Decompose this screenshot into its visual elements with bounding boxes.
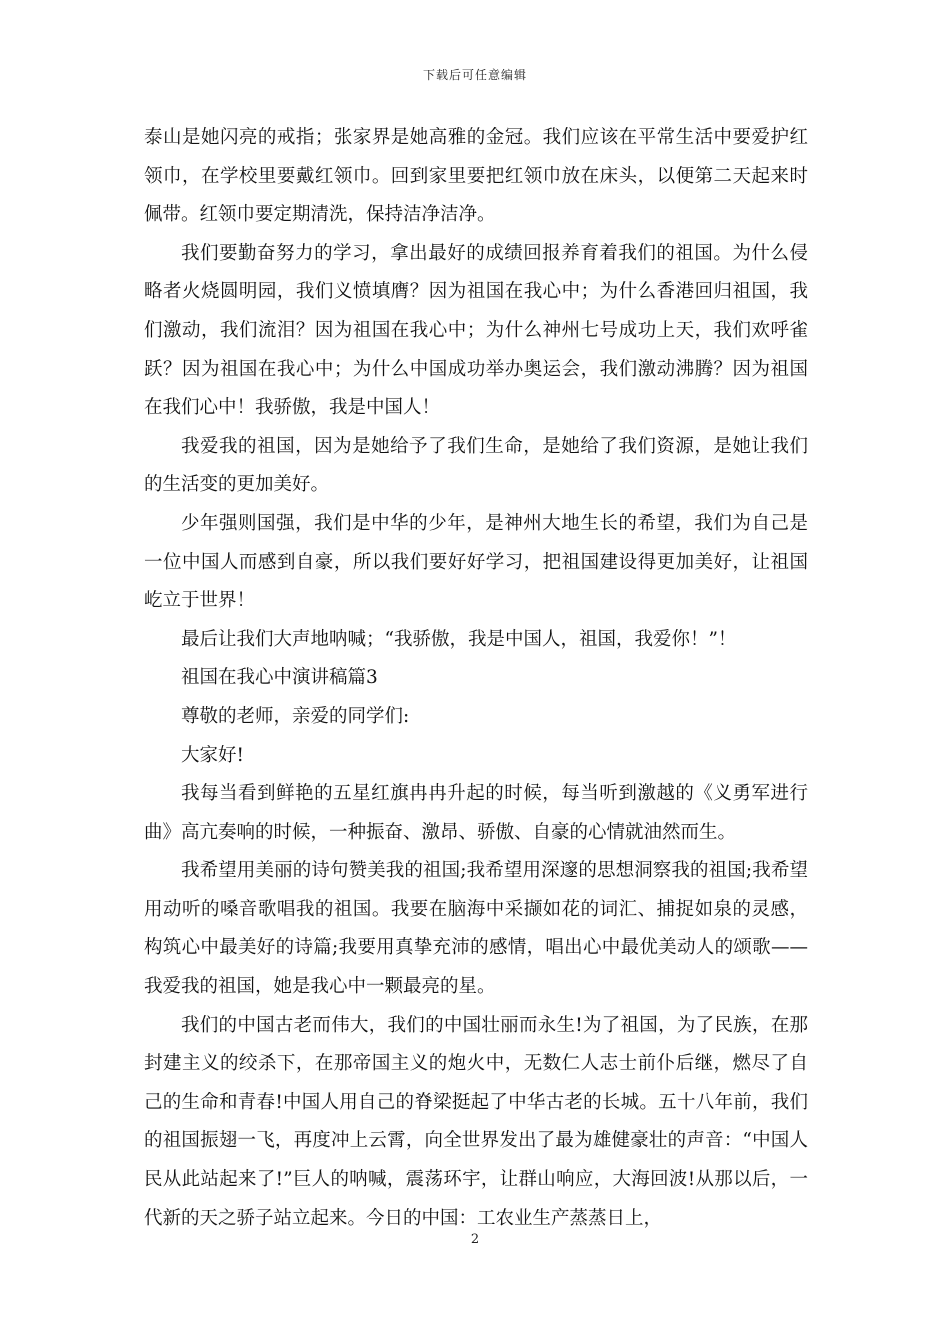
greeting: 大家好! — [181, 744, 244, 766]
paragraph-2: 我们要勤奋努力的学习，拿出最好的成绩回报养育着我们的祖国。为什么侵略者火烧圆明园，我们义愤填膺？因为祖国在我心中；为什么香港回归祖国，我们激动，我们流泪？因为祖国在我心中；为什么神州七号成功上天，我们欢呼雀跃？因为祖国在我心中；为什么中国成功举办奥运会，我们激动沸腾？因为祖国在我们心中！我骄傲，我是中国人！ — [144, 242, 808, 419]
page-number: 2 — [470, 1232, 480, 1247]
paragraph-4: 少年强则国强，我们是中华的少年，是神州大地生长的希望，我们为自己是一位中国人而感到自豪，所以我们要好好学习，把祖国建设得更加美好，让祖国屹立于世界！ — [144, 512, 808, 612]
page-header-note: 下载后可任意编辑 — [422, 68, 527, 82]
paragraph-5: 最后让我们大声地呐喊；“我骄傲，我是中国人，祖国，我爱你！”！ — [181, 628, 737, 650]
paragraph-3: 我爱我的祖国，因为是她给予了我们生命，是她给了我们资源，是她让我们的生活变的更加美好。 — [144, 435, 808, 496]
section-heading: 祖国在我心中演讲稿篇3 — [181, 667, 378, 689]
paragraph-1: 泰山是她闪亮的戒指；张家界是她高雅的金冠。我们应该在平常生活中要爱护红领巾，在学校里要戴红领巾。回到家里要把红领巾放在床头，以便第二天起来时佩带。红领巾要定期清洗，保持洁净洁净。 — [144, 127, 808, 226]
paragraph-10: 我希望用美丽的诗句赞美我的祖国;我希望用深邃的思想洞察我的祖国;我希望用动听的嗓音歌唱我的祖国。我要在脑海中采撷如花的词汇、捕捉如泉的灵感，构筑心中最美好的诗篇;我要用真挚充沛的感情，唱出心中最优美动人的颂歌——我爱我的祖国，她是我心中一颗最亮的星。 — [144, 860, 808, 998]
salutation: 尊敬的老师，亲爱的同学们: — [181, 705, 410, 727]
paragraph-11: 我们的中国古老而伟大，我们的中国壮丽而永生!为了祖国，为了民族，在那封建主义的绞杀下，在那帝国主义的炮火中，无数仁人志士前仆后继，燃尽了自己的生命和青春!中国人用自己的脊梁挺起了中华古老的长城。五十八年前，我们的祖国振翅一飞，再度冲上云霄，向全世界发出了最为雄健豪壮的声音：“中国人民从此站起来了!”巨人的呐喊，震荡环宇，让群山响应，大海回波!从那以后，一代新的天之骄子站立起来。今日的中国：工农业生产蒸蒸日上， — [144, 1014, 808, 1229]
document-body — [144, 119, 808, 1238]
paragraph-9: 我每当看到鲜艳的五星红旗冉冉升起的时候，每当听到激越的《义勇军进行曲》高亢奏响的时候，一种振奋、激昂、骄傲、自豪的心情就油然而生。 — [144, 783, 808, 843]
